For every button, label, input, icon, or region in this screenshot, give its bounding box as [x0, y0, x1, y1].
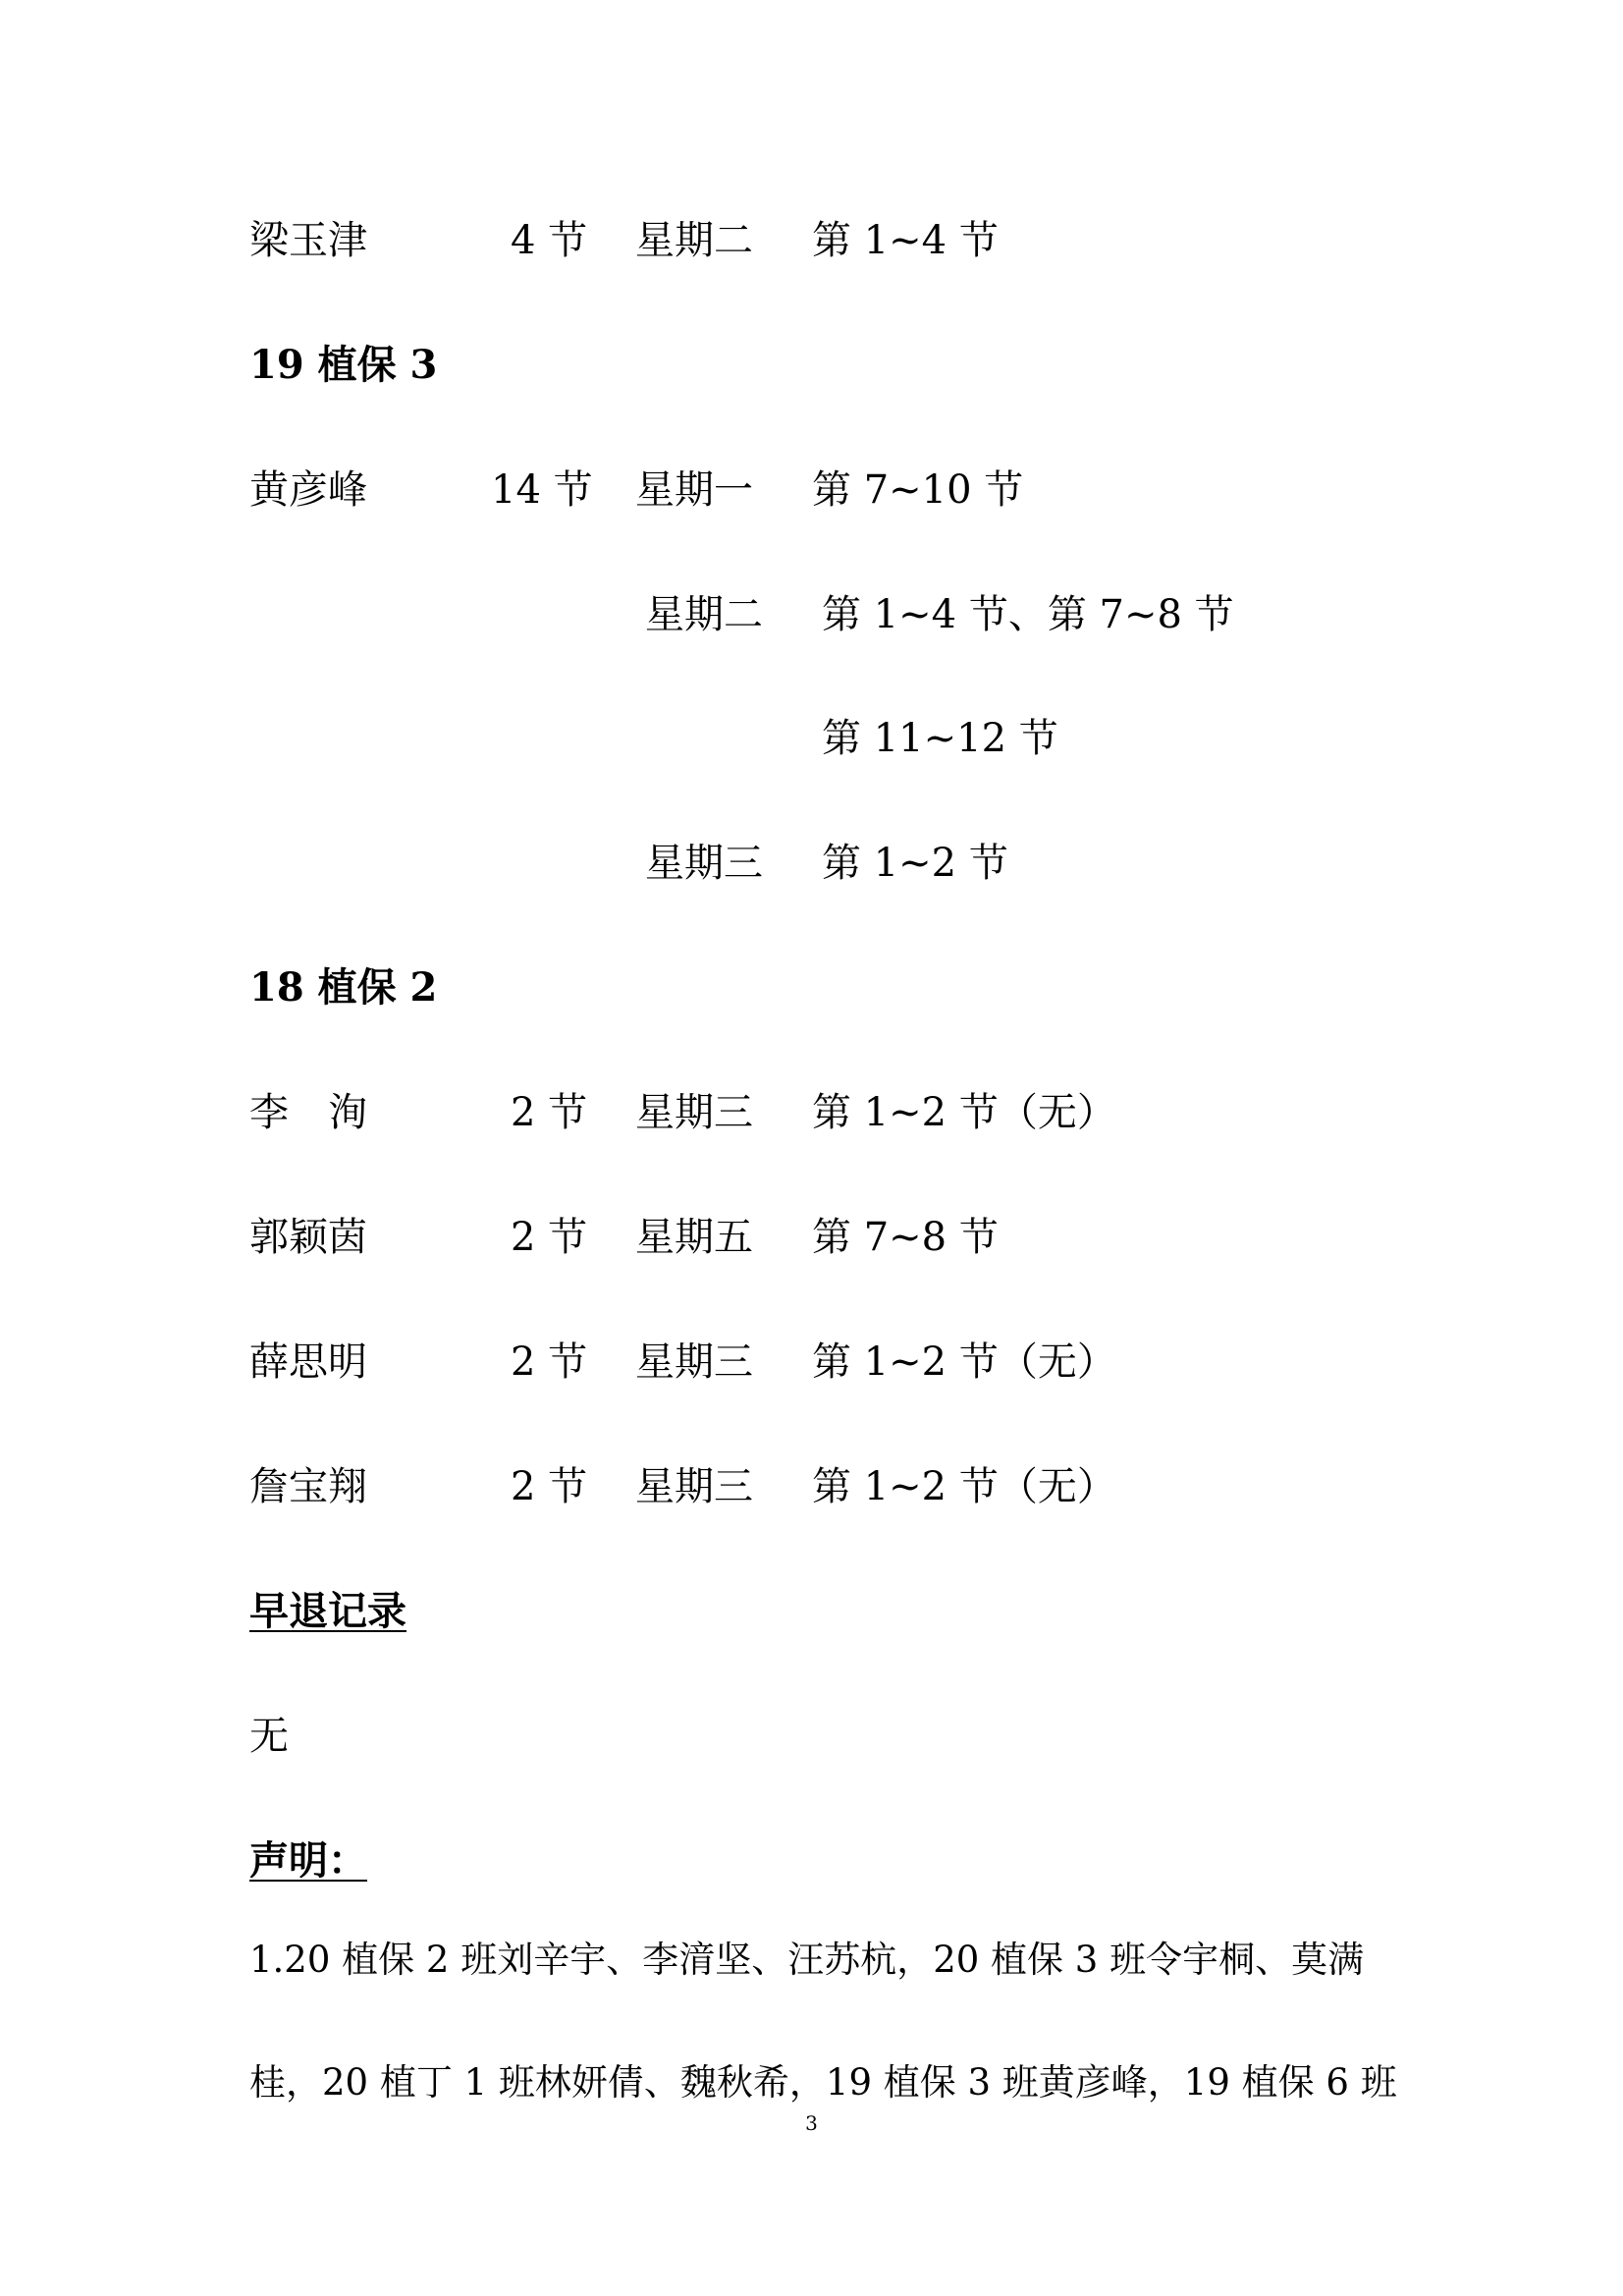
- periods: 第 1~2 节: [822, 841, 1008, 886]
- weekday: 星期一: [635, 467, 753, 513]
- student-name: 詹宝翔: [249, 1464, 367, 1509]
- page-number: 3: [805, 2111, 818, 2135]
- student-name: 薛思明: [249, 1339, 367, 1385]
- period-count: 2 节: [511, 1464, 588, 1509]
- weekday: 星期三: [635, 1464, 753, 1509]
- weekday: 星期五: [635, 1215, 753, 1260]
- period-count: 2 节: [511, 1090, 588, 1135]
- periods: 第 11~12 节: [822, 716, 1058, 761]
- student-name: 郭颖茵: [249, 1215, 367, 1260]
- periods: 第 1~2 节（无）: [812, 1090, 1116, 1135]
- student-name: 李 洵: [249, 1090, 367, 1135]
- statement-line: 1.20 植保 2 班刘辛宇、李湇坚、汪苏杭，20 植保 3 班令宇桐、莫满: [249, 1939, 1365, 1981]
- periods: 第 7~10 节: [812, 467, 1024, 513]
- weekday: 星期三: [635, 1090, 753, 1135]
- statement-title: 声明：: [249, 1837, 367, 1884]
- student-name: 梁玉津: [249, 218, 367, 263]
- student-name: 黄彦峰: [249, 467, 367, 513]
- class-heading: 18 植保 2: [249, 964, 438, 1011]
- periods: 第 1~2 节（无）: [812, 1339, 1116, 1385]
- period-count: 4 节: [511, 218, 588, 263]
- statement-line: 桂，20 植丁 1 班林妍倩、魏秋希，19 植保 3 班黄彦峰，19 植保 6 班: [249, 2061, 1397, 2104]
- weekday: 星期三: [635, 1339, 753, 1385]
- weekday: 星期二: [635, 218, 753, 263]
- weekday: 星期三: [645, 841, 763, 886]
- periods: 第 1~4 节、第 7~8 节: [822, 592, 1234, 637]
- period-count: 2 节: [511, 1339, 588, 1385]
- class-heading: 19 植保 3: [249, 342, 438, 388]
- early-leave-content: 无: [249, 1714, 289, 1759]
- periods: 第 1~4 节: [812, 218, 999, 263]
- early-leave-title: 早退记录: [249, 1588, 406, 1634]
- weekday: 星期二: [645, 592, 763, 637]
- periods: 第 1~2 节（无）: [812, 1464, 1116, 1509]
- periods: 第 7~8 节: [812, 1215, 999, 1260]
- period-count: 2 节: [511, 1215, 588, 1260]
- period-count: 14 节: [491, 467, 593, 513]
